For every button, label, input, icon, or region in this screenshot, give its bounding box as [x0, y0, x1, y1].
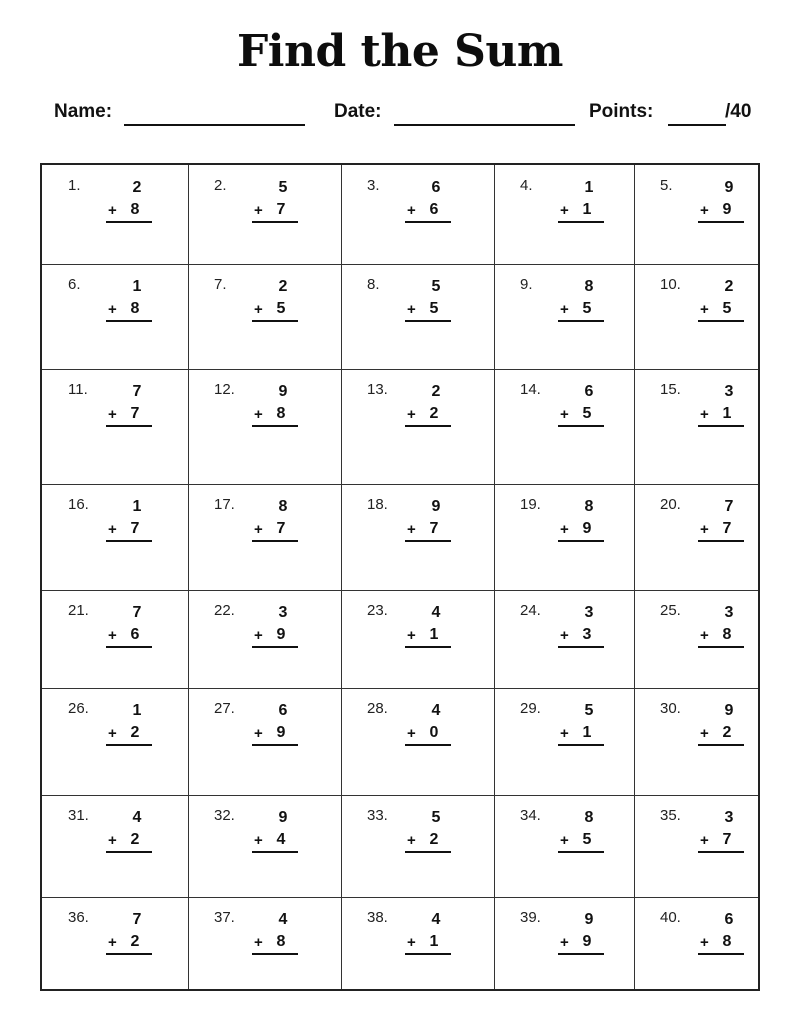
addend-bottom: 2 — [429, 831, 439, 848]
sum-line — [698, 646, 744, 648]
addend-bottom: 7 — [130, 405, 140, 422]
addend-bottom: 3 — [582, 626, 592, 643]
addend-bottom: 8 — [130, 201, 140, 218]
sum-line — [106, 646, 152, 648]
sum-line — [106, 744, 152, 746]
problem-cell[interactable] — [188, 264, 341, 369]
problem-cell[interactable] — [494, 484, 634, 590]
addend-bottom: 1 — [582, 201, 592, 218]
plus-sign: + — [108, 521, 117, 538]
addend-bottom: 7 — [276, 201, 286, 218]
plus-sign: + — [254, 725, 263, 742]
problem-number: 39. — [520, 909, 541, 926]
problem-number: 3. — [367, 177, 380, 194]
addend-bottom: 2 — [429, 405, 439, 422]
addend-bottom: 7 — [722, 520, 732, 537]
problem-cell[interactable] — [188, 897, 341, 991]
addend-top: 7 — [132, 383, 142, 400]
problem-cell[interactable] — [341, 897, 494, 991]
addend-top: 4 — [132, 809, 142, 826]
sum-line — [698, 851, 744, 853]
addend-bottom: 6 — [429, 201, 439, 218]
addend-bottom: 1 — [582, 724, 592, 741]
problem-number: 28. — [367, 700, 388, 717]
problem-cell[interactable] — [42, 369, 188, 484]
addend-bottom: 4 — [276, 831, 286, 848]
sum-line — [558, 851, 604, 853]
problem-number: 38. — [367, 909, 388, 926]
addend-bottom: 6 — [130, 626, 140, 643]
problem-cell[interactable] — [341, 688, 494, 795]
addend-bottom: 2 — [722, 724, 732, 741]
problem-cell[interactable] — [634, 590, 760, 688]
problem-number: 5. — [660, 177, 673, 194]
plus-sign: + — [407, 301, 416, 318]
plus-sign: + — [700, 521, 709, 538]
plus-sign: + — [407, 202, 416, 219]
points-total: /40 — [725, 101, 752, 122]
addend-top: 8 — [584, 278, 594, 295]
sum-line — [405, 646, 451, 648]
addend-bottom: 2 — [130, 831, 140, 848]
plus-sign: + — [108, 202, 117, 219]
problem-cell[interactable] — [634, 795, 760, 897]
addend-top: 7 — [132, 911, 142, 928]
plus-sign: + — [560, 832, 569, 849]
plus-sign: + — [254, 301, 263, 318]
sum-line — [405, 221, 451, 223]
problem-cell[interactable] — [188, 369, 341, 484]
problem-number: 21. — [68, 602, 89, 619]
problem-cell[interactable] — [494, 165, 634, 264]
worksheet-title: Find the Sum — [237, 26, 563, 77]
problem-number: 14. — [520, 381, 541, 398]
problem-cell[interactable] — [634, 688, 760, 795]
plus-sign: + — [108, 406, 117, 423]
problem-cell[interactable] — [188, 484, 341, 590]
sum-line — [698, 540, 744, 542]
plus-sign: + — [108, 934, 117, 951]
addend-top: 2 — [431, 383, 441, 400]
sum-line — [106, 953, 152, 955]
problem-number: 37. — [214, 909, 235, 926]
addend-bottom: 5 — [722, 300, 732, 317]
problem-cell[interactable] — [42, 795, 188, 897]
sum-line — [252, 744, 298, 746]
sum-line — [106, 540, 152, 542]
sum-line — [405, 320, 451, 322]
plus-sign: + — [700, 934, 709, 951]
addend-top: 4 — [278, 911, 288, 928]
addend-top: 8 — [584, 498, 594, 515]
plus-sign: + — [254, 202, 263, 219]
problem-number: 8. — [367, 276, 380, 293]
addend-top: 1 — [132, 702, 142, 719]
addend-top: 9 — [724, 702, 734, 719]
sum-line — [558, 221, 604, 223]
addend-bottom: 8 — [722, 933, 732, 950]
addend-top: 7 — [724, 498, 734, 515]
problem-number: 32. — [214, 807, 235, 824]
sum-line — [405, 851, 451, 853]
addend-top: 4 — [431, 702, 441, 719]
sum-line — [252, 425, 298, 427]
sum-line — [558, 540, 604, 542]
addend-bottom: 7 — [276, 520, 286, 537]
addend-top: 3 — [724, 604, 734, 621]
addend-top: 1 — [132, 498, 142, 515]
addend-bottom: 8 — [276, 405, 286, 422]
problem-cell[interactable] — [634, 369, 760, 484]
addend-top: 8 — [584, 809, 594, 826]
addend-top: 3 — [724, 383, 734, 400]
addend-bottom: 5 — [582, 300, 592, 317]
sum-line — [106, 425, 152, 427]
problem-cell[interactable] — [341, 484, 494, 590]
addend-top: 9 — [278, 383, 288, 400]
addend-bottom: 9 — [722, 201, 732, 218]
plus-sign: + — [108, 627, 117, 644]
problem-number: 16. — [68, 496, 89, 513]
problem-cell[interactable] — [341, 795, 494, 897]
problem-number: 7. — [214, 276, 227, 293]
plus-sign: + — [560, 301, 569, 318]
problem-number: 40. — [660, 909, 681, 926]
sum-line — [698, 320, 744, 322]
problem-number: 10. — [660, 276, 681, 293]
plus-sign: + — [108, 725, 117, 742]
problem-cell[interactable] — [341, 264, 494, 369]
sum-line — [405, 953, 451, 955]
problem-number: 23. — [367, 602, 388, 619]
plus-sign: + — [254, 406, 263, 423]
sum-line — [106, 320, 152, 322]
sum-line — [252, 646, 298, 648]
addend-top: 9 — [431, 498, 441, 515]
sum-line — [558, 744, 604, 746]
plus-sign: + — [108, 832, 117, 849]
plus-sign: + — [700, 406, 709, 423]
problem-cell[interactable] — [42, 484, 188, 590]
problem-cell[interactable] — [341, 590, 494, 688]
plus-sign: + — [560, 627, 569, 644]
date-label: Date: — [334, 101, 382, 122]
plus-sign: + — [407, 725, 416, 742]
sum-line — [558, 320, 604, 322]
problem-cell[interactable] — [494, 897, 634, 991]
problem-number: 36. — [68, 909, 89, 926]
problem-grid — [40, 163, 760, 991]
addend-top: 2 — [132, 179, 142, 196]
sum-line — [558, 646, 604, 648]
addend-bottom: 1 — [722, 405, 732, 422]
addend-top: 3 — [584, 604, 594, 621]
sum-line — [698, 221, 744, 223]
problem-number: 18. — [367, 496, 388, 513]
addend-top: 9 — [584, 911, 594, 928]
addend-top: 4 — [431, 911, 441, 928]
addend-top: 2 — [278, 278, 288, 295]
addend-bottom: 7 — [429, 520, 439, 537]
addend-top: 5 — [431, 809, 441, 826]
addend-bottom: 8 — [130, 300, 140, 317]
problem-cell[interactable] — [634, 165, 760, 264]
name-label: Name: — [54, 101, 113, 122]
addend-top: 4 — [431, 604, 441, 621]
plus-sign: + — [560, 521, 569, 538]
problem-number: 34. — [520, 807, 541, 824]
plus-sign: + — [407, 832, 416, 849]
addend-top: 6 — [278, 702, 288, 719]
problem-number: 35. — [660, 807, 681, 824]
plus-sign: + — [560, 725, 569, 742]
problem-number: 22. — [214, 602, 235, 619]
problem-cell[interactable] — [42, 897, 188, 991]
addend-top: 6 — [584, 383, 594, 400]
problem-cell[interactable] — [494, 369, 634, 484]
addend-bottom: 0 — [429, 724, 439, 741]
problem-cell[interactable] — [188, 795, 341, 897]
addend-bottom: 8 — [276, 933, 286, 950]
problem-number: 26. — [68, 700, 89, 717]
plus-sign: + — [560, 934, 569, 951]
problem-number: 13. — [367, 381, 388, 398]
problem-number: 25. — [660, 602, 681, 619]
plus-sign: + — [700, 627, 709, 644]
sum-line — [698, 744, 744, 746]
sum-line — [106, 851, 152, 853]
problem-number: 4. — [520, 177, 533, 194]
sum-line — [252, 851, 298, 853]
problem-number: 27. — [214, 700, 235, 717]
addend-top: 5 — [431, 278, 441, 295]
addend-bottom: 9 — [276, 626, 286, 643]
sum-line — [252, 221, 298, 223]
plus-sign: + — [254, 521, 263, 538]
sum-line — [106, 221, 152, 223]
addend-top: 3 — [278, 604, 288, 621]
problem-cell[interactable] — [188, 590, 341, 688]
problem-number: 29. — [520, 700, 541, 717]
plus-sign: + — [560, 202, 569, 219]
sum-line — [252, 320, 298, 322]
problem-cell[interactable] — [634, 897, 760, 991]
problem-cell[interactable] — [494, 590, 634, 688]
addend-top: 1 — [584, 179, 594, 196]
plus-sign: + — [560, 406, 569, 423]
sum-line — [558, 953, 604, 955]
addend-bottom: 9 — [582, 933, 592, 950]
addend-bottom: 5 — [582, 405, 592, 422]
problem-cell[interactable] — [494, 264, 634, 369]
plus-sign: + — [700, 202, 709, 219]
addend-top: 8 — [278, 498, 288, 515]
problem-number: 33. — [367, 807, 388, 824]
problem-number: 12. — [214, 381, 235, 398]
addend-bottom: 2 — [130, 933, 140, 950]
problem-number: 11. — [68, 381, 88, 398]
addend-bottom: 2 — [130, 724, 140, 741]
plus-sign: + — [254, 627, 263, 644]
sum-line — [252, 953, 298, 955]
plus-sign: + — [700, 301, 709, 318]
plus-sign: + — [407, 521, 416, 538]
addend-bottom: 9 — [582, 520, 592, 537]
problem-cell[interactable] — [341, 165, 494, 264]
addend-bottom: 8 — [722, 626, 732, 643]
problem-cell[interactable] — [634, 264, 760, 369]
addend-bottom: 9 — [276, 724, 286, 741]
plus-sign: + — [407, 406, 416, 423]
plus-sign: + — [700, 832, 709, 849]
problem-number: 2. — [214, 177, 227, 194]
addend-top: 3 — [724, 809, 734, 826]
problem-cell[interactable] — [42, 165, 188, 264]
addend-bottom: 5 — [582, 831, 592, 848]
sum-line — [405, 540, 451, 542]
problem-number: 19. — [520, 496, 541, 513]
problem-cell[interactable] — [634, 484, 760, 590]
problem-number: 20. — [660, 496, 681, 513]
addend-top: 1 — [132, 278, 142, 295]
plus-sign: + — [407, 934, 416, 951]
sum-line — [405, 744, 451, 746]
addend-top: 9 — [724, 179, 734, 196]
plus-sign: + — [700, 725, 709, 742]
problem-number: 24. — [520, 602, 541, 619]
problem-number: 9. — [520, 276, 533, 293]
problem-cell[interactable] — [188, 688, 341, 795]
addend-bottom: 5 — [429, 300, 439, 317]
problem-number: 17. — [214, 496, 235, 513]
addend-top: 6 — [431, 179, 441, 196]
sum-line — [252, 540, 298, 542]
addend-top: 6 — [724, 911, 734, 928]
sum-line — [558, 425, 604, 427]
sum-line — [698, 953, 744, 955]
points-label: Points: — [589, 101, 654, 122]
addend-top: 9 — [278, 809, 288, 826]
addend-bottom: 7 — [722, 831, 732, 848]
addend-top: 7 — [132, 604, 142, 621]
addend-top: 5 — [584, 702, 594, 719]
plus-sign: + — [254, 832, 263, 849]
plus-sign: + — [254, 934, 263, 951]
problem-number: 1. — [68, 177, 81, 194]
addend-bottom: 1 — [429, 626, 439, 643]
problem-number: 15. — [660, 381, 681, 398]
sum-line — [698, 425, 744, 427]
problem-cell[interactable] — [494, 688, 634, 795]
plus-sign: + — [407, 627, 416, 644]
problem-cell[interactable] — [494, 795, 634, 897]
sum-line — [405, 425, 451, 427]
problem-cell[interactable] — [42, 688, 188, 795]
addend-top: 5 — [278, 179, 288, 196]
problem-cell[interactable] — [42, 590, 188, 688]
problem-number: 31. — [68, 807, 89, 824]
addend-bottom: 5 — [276, 300, 286, 317]
plus-sign: + — [108, 301, 117, 318]
problem-number: 6. — [68, 276, 81, 293]
addend-top: 2 — [724, 278, 734, 295]
problem-cell[interactable] — [188, 165, 341, 264]
problem-cell[interactable] — [341, 369, 494, 484]
problem-number: 30. — [660, 700, 681, 717]
problem-cell[interactable] — [42, 264, 188, 369]
addend-bottom: 1 — [429, 933, 439, 950]
addend-bottom: 7 — [130, 520, 140, 537]
